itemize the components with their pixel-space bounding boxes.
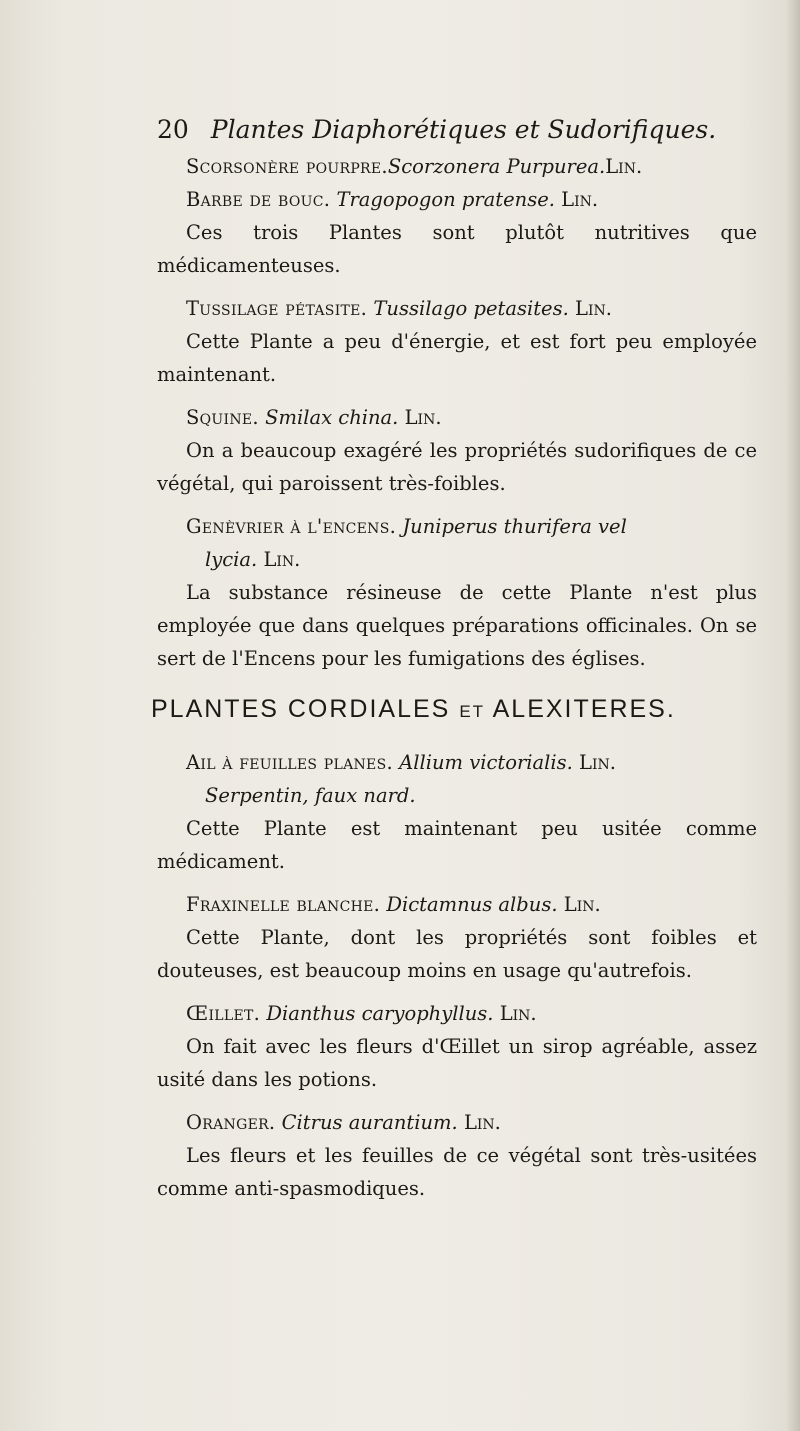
synonym-text: Serpentin, faux nard. (205, 784, 416, 807)
section-title-connector: ET (459, 702, 486, 721)
entry-description: Les fleurs et les feuilles de ce végétal sont très-usitées comme anti-spasmodiques. (157, 1144, 757, 1200)
latin-name: Tussilago petasites. (373, 297, 569, 320)
entry-description: Cette Plante a peu d'énergie, et est fort peu employée maintenant. (157, 330, 757, 386)
common-name: Ail à feuilles planes. (186, 751, 393, 774)
entry-synonym (157, 779, 757, 812)
entry-description: Cette Plante, dont les propriétés sont foibles et douteuses, est beaucoup moins en usage qu'autrefois. (157, 926, 757, 982)
authority: Lin. (499, 1002, 537, 1025)
entry-heading (157, 888, 757, 921)
latin-name: Scorzonera Purpurea. (387, 155, 606, 178)
entry-heading (157, 1106, 757, 1139)
entry-description: Cette Plante est maintenant peu usitée comme médicament. (157, 817, 757, 873)
common-name: Barbe de bouc. (186, 188, 331, 211)
common-name: Squine. (186, 406, 259, 429)
entry-description: Ces trois Plantes sont plutôt nutritives que médicamenteuses. (157, 221, 757, 277)
plant-entry (157, 150, 757, 183)
entry-description: On a beaucoup exagéré les propriétés sudorifiques de ce végétal, qui paroissent très-foibles. (157, 439, 757, 495)
entry-heading (157, 746, 757, 779)
plant-entry (157, 997, 757, 1096)
latin-name: Tragopogon pratense. (336, 188, 555, 211)
entry-description: La substance résineuse de cette Plante n'est plus employée que dans quelques préparations officinales. On se sert de l'Encens pour les fumigations des églises. (157, 581, 757, 670)
common-name: Oranger. (186, 1111, 276, 1134)
common-name: Fraxinelle blanche. (186, 893, 381, 916)
common-name: Genèvrier à l'encens. (186, 515, 397, 538)
page-number: 20 (157, 115, 189, 144)
entry-heading (157, 401, 757, 434)
common-name: Tussilage pétasite. (186, 297, 368, 320)
authority: Lin. (605, 155, 643, 178)
section-title-part1: PLANTES CORDIALES (151, 695, 451, 723)
plant-entry (157, 1106, 757, 1205)
plant-entry (157, 292, 757, 391)
entry-heading (157, 997, 757, 1030)
latin-name: Dianthus caryophyllus. (266, 1002, 494, 1025)
authority: Lin. (563, 893, 601, 916)
entry-heading (157, 183, 757, 216)
authority: Lin. (463, 1111, 501, 1134)
authority: Lin. (579, 751, 616, 774)
plant-entry (157, 510, 757, 675)
common-name: Œillet. (186, 1002, 261, 1025)
latin-name: Juniperus thurifera vel (402, 515, 627, 538)
authority: Lin. (404, 406, 442, 429)
page-edge-shadow (786, 0, 800, 1431)
plant-entry (157, 746, 757, 878)
common-name: Scorsonère pourpre. (186, 155, 388, 178)
section-title-part2: ALEXITERES. (492, 695, 676, 723)
section-title (151, 689, 757, 732)
entry-description: On fait avec les fleurs d'Œillet un sirop agréable, assez usité dans les potions. (157, 1035, 757, 1091)
latin-name: Allium victorialis. (399, 751, 573, 774)
plant-entry (157, 401, 757, 500)
entry-heading (157, 150, 757, 183)
authority: Lin. (561, 188, 599, 211)
latin-name: Smilax china. (265, 406, 399, 429)
entry-heading-continued (157, 543, 757, 576)
running-title: Plantes Diaphorétiques et Sudorifiques. (210, 115, 717, 144)
plant-entry (157, 183, 757, 282)
authority: Lin. (263, 548, 301, 571)
running-header (157, 112, 757, 148)
latin-name: Citrus aurantium. (281, 1111, 458, 1134)
authority: Lin. (575, 297, 612, 320)
page-content (151, 112, 757, 1205)
plant-entry (157, 888, 757, 987)
entry-heading (157, 510, 757, 543)
latin-name: Dictamnus albus. (386, 893, 558, 916)
latin-name-continued: lycia. (205, 548, 258, 571)
entry-heading (157, 292, 757, 325)
